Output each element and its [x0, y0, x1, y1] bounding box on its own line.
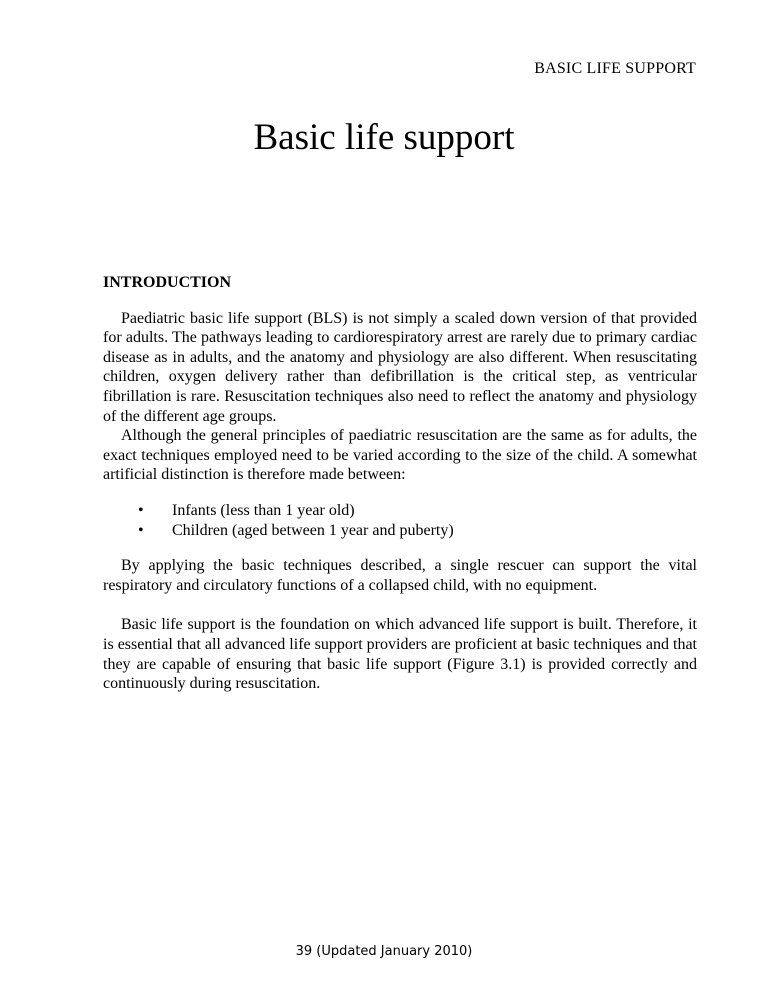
paragraph-foundation: Basic life support is the foundation on which advanced life support is built. Therefore, it is essential that all advanced life support providers are proficient at basic techniques and that they are capable of ensuring that basic life support (Figure 3.1) is provided correctly and continuously during resuscitation. [103, 616, 697, 693]
paragraph-spacer [103, 595, 697, 615]
paragraph-intro-2: Although the general principles of paediatric resuscitation are the same as for adults, the exact techniques employed need to be varied according to the size of the child. A somewhat artificial distinction is therefore made between: [103, 427, 697, 484]
list-item-text: Children (aged between 1 year and puberty) [172, 521, 454, 539]
list-item-text: Infants (less than 1 year old) [172, 501, 355, 519]
running-header: BASIC LIFE SUPPORT [534, 60, 696, 77]
page-title: Basic life support [253, 117, 515, 158]
list-item [138, 501, 697, 521]
bullet-icon: • [138, 521, 144, 539]
page-footer: 39 (Updated January 2010) [295, 944, 473, 959]
paragraph-intro-1: Paediatric basic life support (BLS) is not simply a scaled down version of that provided for adults. The pathways leading to cardiorespiratory arrest are rarely due to primary cardiac disease as in adults, and the anatomy and physiology are also different. When resuscitating children, oxygen delivery rather than defibrillation is the critical step, as ventricular fibrillation is rare. Resuscitation techniques also need to reflect the anatomy and physiology of the different age groups. [103, 309, 697, 425]
bullet-icon: • [138, 501, 144, 519]
age-group-list [103, 501, 697, 540]
paragraph-single-rescuer: By applying the basic techniques described, a single rescuer can support the vital respiratory and circulatory functions of a collapsed child, with no equipment. [103, 557, 697, 594]
section-heading: INTRODUCTION [103, 274, 232, 291]
list-item [138, 521, 697, 541]
body-content [103, 273, 697, 694]
